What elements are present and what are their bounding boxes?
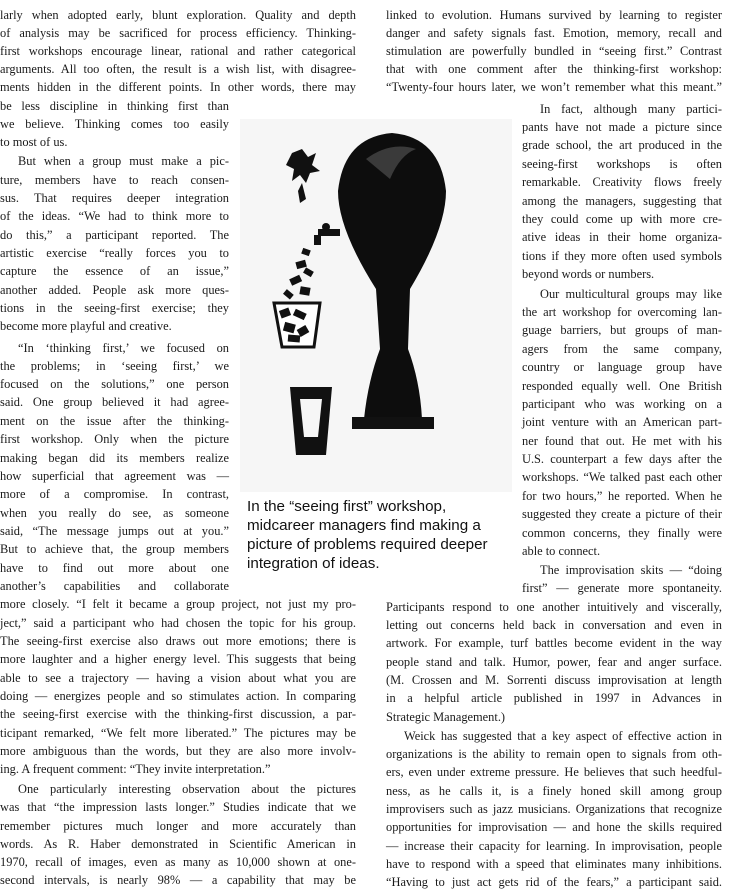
body-text-line: said. One group believed it had agree- [0,395,229,409]
body-text-line: linked to evolution. Humans survived by learning to register [386,8,722,22]
body-text-line: improvisers such as jazz musicians. Organizations that recognize [386,802,722,816]
body-text-line: arguments. All too often, the result is a wish list, with disagree- [0,62,356,76]
body-text-line: ers, even under extreme pressure. He believes that such heedful- [386,765,722,779]
body-text-line: 1970, recall of images, even as many as 10,000 shown at one- [0,855,356,869]
body-text-line: for two hours,” he reported. When he [522,489,722,503]
body-text-line: they could come up with more cre- [522,212,722,226]
body-text-line: grade school, the art produced in the [522,138,722,152]
body-text-line: do this,” a participant reported. The [0,228,229,242]
body-text-line: “Twenty-four hours later, we won’t remember what this meant.” [386,80,722,94]
body-text-line: ture, members have to reach consen- [0,173,229,187]
body-text-line: in a helpful article published in 1997 in Advances in [386,691,722,705]
body-text-line: was that “the impression lasts longer.” Studies indicate that we [0,800,356,814]
body-text-line: The improvisation skits — “doing [540,563,722,577]
body-text-line: (M. Crossen and M. Sorrenti discuss improvisation at length [386,673,722,687]
body-text-line: responded equally well. One British [522,379,722,393]
body-text-line: able to connect. [522,544,601,558]
body-text-line: more laughter and a higher energy level. This suggests that being [0,652,356,666]
body-text-line: the problems; in ‘seeing first,’ we [0,359,229,373]
body-text-line: tions in the seeing-first exercise; they [0,301,229,315]
body-text-line: first workshop. Only when the picture [0,432,229,446]
body-text-line: agers from the same company, [522,342,722,356]
figure-caption-line: integration of ideas. [247,555,380,572]
body-text-line: The seeing-first exercise also draws out more emotions; there is [0,634,356,648]
body-text-line: remarkable. Creativity flows freely [522,175,722,189]
body-text-line: be less discipline in thinking first than [0,99,229,113]
body-text-line: artwork. For example, turf battles become evident in the way [386,636,722,650]
body-text-line: become more playful and creative. [0,319,172,333]
body-text-line: capture the essence of an issue,” [0,264,229,278]
body-text-line: danger and safety signals fast. Emotion, memory, recall and [386,26,722,40]
body-text-line: participant who was working on a [522,397,722,411]
body-text-line: first” — generate more spontaneity. [522,581,722,595]
body-text-line: have to find out more about one [0,561,229,575]
body-text-line: tions if they more often used symbols [522,249,722,263]
body-text-line: “In ‘thinking first,’ we focused on [18,341,229,355]
body-text-line: suggested they create a picture of their [522,507,722,521]
body-text-line: sus. That requires deeper integration [0,191,229,205]
body-text-line: But when a group must make a pic- [18,154,229,168]
body-text-line: country or language group have [522,360,722,374]
body-text-line: said, “The message jumps out at you.” [0,524,229,538]
body-text-line: seeing-first workshops is often [522,157,722,171]
body-text-line: joint venture with an American part- [522,415,722,429]
body-text-line: In fact, although many partici- [540,102,722,116]
body-text-line: making began did its members realize [0,451,229,465]
body-text-line: larly when adopted early, blunt exploration. Quality and depth [0,8,356,22]
body-text-line: Weick has suggested that a key aspect of effective action in [404,729,722,743]
body-text-line: first workshops encourage linear, rational and rather categorical [0,44,356,58]
body-text-line: we believe. Thinking comes too easily [0,117,229,131]
body-text-line: ing. A frequent comment: “They invite interpretation.” [0,762,271,776]
body-text-line: beyond words or numbers. [522,267,655,281]
body-text-line: more closely. “I felt it became a group project, not just my pro- [0,597,356,611]
body-text-line: Strategic Management.) [386,710,506,724]
body-text-line: of analysis may be sacrificed for process efficiency. Thinking- [0,26,356,40]
body-text-line: Participants respond to one another intuitively and viscerally, [386,600,722,614]
body-text-line: second intervals, is nearly 98% — a capability that may be [0,873,356,887]
body-text-line: ative ideas in their home organiza- [522,230,722,244]
body-text-line: ments hidden in the different points. In other words, there may [0,80,356,94]
body-text-line: another added. People ask more ques- [0,283,229,297]
body-text-line: people stand and talk. Humor, power, fear and anger surface. [386,655,722,669]
body-text-line: common concerns, they finally were [522,526,722,540]
body-text-line: when you really do see, as someone [0,506,229,520]
body-text-line: more ambiguous than the words, but they are also more involv- [0,744,356,758]
body-text-line: ment on the issue after the thinking- [0,414,229,428]
figure-caption-line: midcareer managers find making a [247,517,481,534]
body-text-line: doing — energizes people and so stimulates action. In comparing [0,689,356,703]
body-text-line: remember pictures much longer and more accurately than [0,819,356,833]
body-text-line: have to respond with a speed that eliminates many inhibitions. [386,857,722,871]
body-text-line: more of a compromise. In contrast, [0,487,229,501]
body-text-line: ness, as he calls it, is a finely honed skill among group [386,784,722,798]
body-text-line: — increase their capacity for learning. In improvisation, people [386,839,722,853]
body-text-line: that with one comment after the thinking-first workshop: [386,62,722,76]
body-text-line: opportunities for improvisation — and hone the skills required [386,820,722,834]
body-text-line: ner found that out. He met with his [522,434,722,448]
body-text-line: Our multicultural groups may like [540,287,722,301]
body-text-line: One particularly interesting observation about the pictures [18,782,356,796]
body-text-line: able to see a trajectory — having a vision about what you are [0,671,356,685]
figure-caption-line: picture of problems required deeper [247,536,488,553]
body-text-line: guage barriers, but groups of man- [522,323,722,337]
body-text-line: the art workshop for overcoming lan- [522,305,722,319]
body-text-line: ticipant remarked, “We felt more liberated.” The pictures may be [0,726,356,740]
body-text-line: the seeing-first exercise with the thinking-first discussion, a par- [0,707,356,721]
body-text-line: But to achieve that, the group members [0,542,229,556]
hourglass-artwork [240,119,512,492]
figure-caption-line: In the “seeing first” workshop, [247,498,447,515]
body-text-line: organizations is the ability to remain open to signals from oth- [386,747,722,761]
body-text-line: artistic exercise “really forces you to [0,246,229,260]
body-text-line: to most of us. [0,135,68,149]
body-text-line: stimulation are powerfully bundled in “seeing first.” Contrast [386,44,722,58]
body-text-line: “Having to just act gets rid of the fears,” a participant said. [386,875,722,889]
body-text-line: among the managers, suggesting that [522,194,722,208]
body-text-line: another’s capabilities and collaborate [0,579,229,593]
hourglass-drawing [240,119,512,492]
body-text-line: how superficial that agreement was — [0,469,229,483]
body-text-line: ject,” said a participant who had chosen the topic for his group. [0,616,356,630]
body-text-line: workshops. “We talked past each other [522,470,722,484]
body-text-line: focused on the solutions,” one person [0,377,229,391]
body-text-line: pants have not made a picture since [522,120,722,134]
body-text-line: of the ideas. “We had to think more to [0,209,229,223]
body-text-line: words. As R. Haber demonstrated in Scientific American in [0,837,356,851]
body-text-line: U.S. counterpart a few days after the [522,452,722,466]
body-text-line: letting out concerns held back in conversation and even in [386,618,722,632]
